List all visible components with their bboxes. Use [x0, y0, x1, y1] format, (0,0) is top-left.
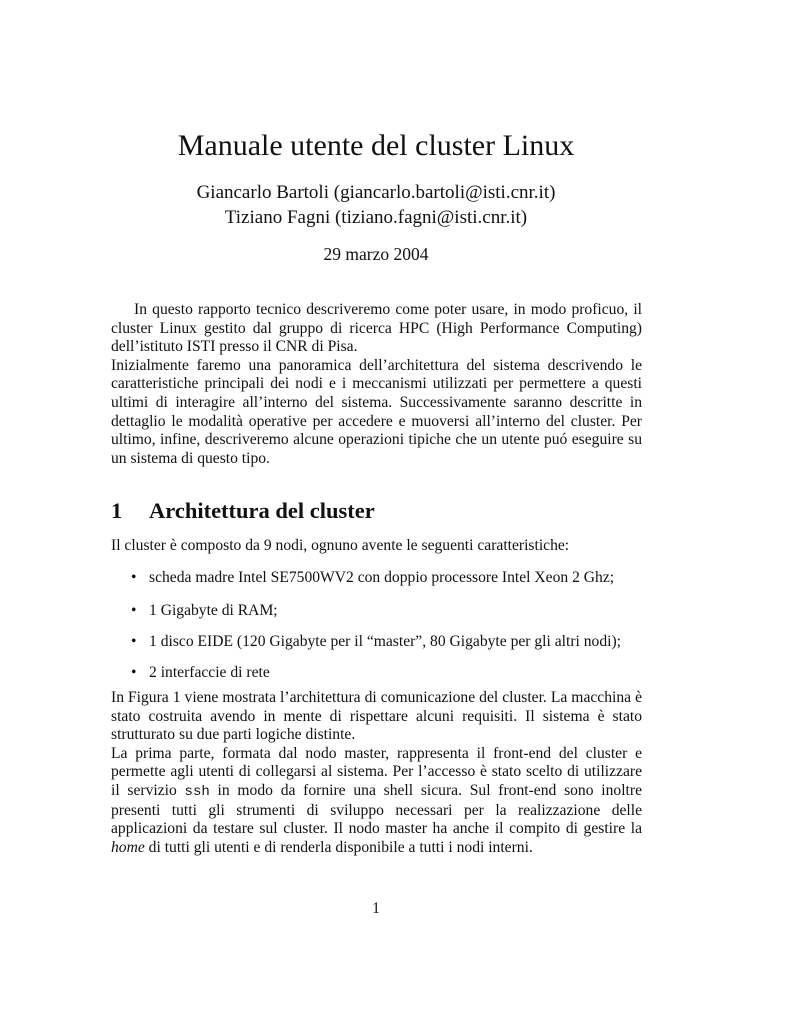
- body-paragraph-1: In Figura 1 viene mostrata l’architettura di comunicazione del cluster. La macchina è stato costruita avendo in mente di rispettare alcuni requisiti. Il sistema è stato strutturato su due parti logiche distinte.: [111, 689, 642, 744]
- body-paragraph-2: [111, 745, 642, 858]
- section-title: Architettura del cluster: [149, 498, 375, 523]
- emphasis-home: home: [111, 838, 145, 856]
- section-heading: [111, 497, 375, 525]
- list-item-text: 2 interfaccie di rete: [149, 664, 270, 681]
- section-number: 1: [111, 498, 123, 523]
- page-number: 1: [372, 900, 380, 917]
- bullet-icon: •: [131, 664, 137, 681]
- code-ssh: ssh: [184, 783, 210, 800]
- abstract: [111, 301, 642, 468]
- list-item: [131, 601, 278, 620]
- list-item-text: scheda madre Intel SE7500WV2 con doppio processore Intel Xeon 2 Ghz;: [149, 569, 615, 586]
- list-item-text: 1 disco EIDE (120 Gigabyte per il “master”, 80 Gigabyte per gli altri nodi);: [149, 633, 622, 650]
- list-item: [131, 568, 614, 587]
- list-item-text: 1 Gigabyte di RAM;: [149, 602, 278, 619]
- author-2: Tiziano Fagni (tiziano.fagni@isti.cnr.it): [224, 207, 528, 228]
- body-text: di tutti gli utenti e di renderla disponibile a tutti i nodi interni.: [144, 838, 533, 856]
- bullet-icon: •: [131, 602, 137, 619]
- bullet-icon: •: [131, 633, 137, 650]
- list-item: [131, 663, 270, 682]
- author-1: Giancarlo Bartoli (giancarlo.bartoli@isti.cnr.it): [196, 182, 556, 203]
- section-body: [111, 689, 642, 857]
- body-text: in modo da fornire una shell sicura. Sul front-end sono inoltre presenti tutti gli strumenti di sviluppo necessari per la realizzazione delle applicazioni da testare sul cluster. Il nodo master ha anche il compito di gestire la: [111, 781, 642, 838]
- bullet-icon: •: [131, 569, 137, 586]
- section-intro: [111, 537, 642, 556]
- section-intro-text: Il cluster è composto da 9 nodi, ognuno avente le seguenti caratteristiche:: [111, 537, 570, 554]
- body-text: La prima parte, formata dal nodo master, rappresenta il front-end del cluster e permette agli utenti di collegarsi al sistema. Per l’accesso è stato scelto di utilizzare il servizio: [111, 744, 642, 799]
- list-item: [131, 632, 621, 651]
- abstract-paragraph-2: Inizialmente faremo una panoramica dell’architettura del sistema descrivendo le caratteristiche principali dei nodi e i meccanismi utilizzati per permettere a questi ultimi di interagire all’interno del sistema. Successivamente saranno descritte in dettaglio le modalità operative per accedere e muoversi all’interno del cluster. Per ultimo, infine, descriveremo alcune operazioni tipiche che un utente puó eseguire su un sistema di questo tipo.: [111, 356, 642, 467]
- document-date: 29 marzo 2004: [323, 244, 429, 264]
- abstract-paragraph-1: In questo rapporto tecnico descriveremo come poter usare, in modo proficuo, il cluster Linux gestito dal gruppo di ricerca HPC (High Performance Computing) dell’istituto ISTI presso il CNR di Pisa.: [111, 301, 642, 356]
- document-title: Manuale utente del cluster Linux: [177, 129, 575, 162]
